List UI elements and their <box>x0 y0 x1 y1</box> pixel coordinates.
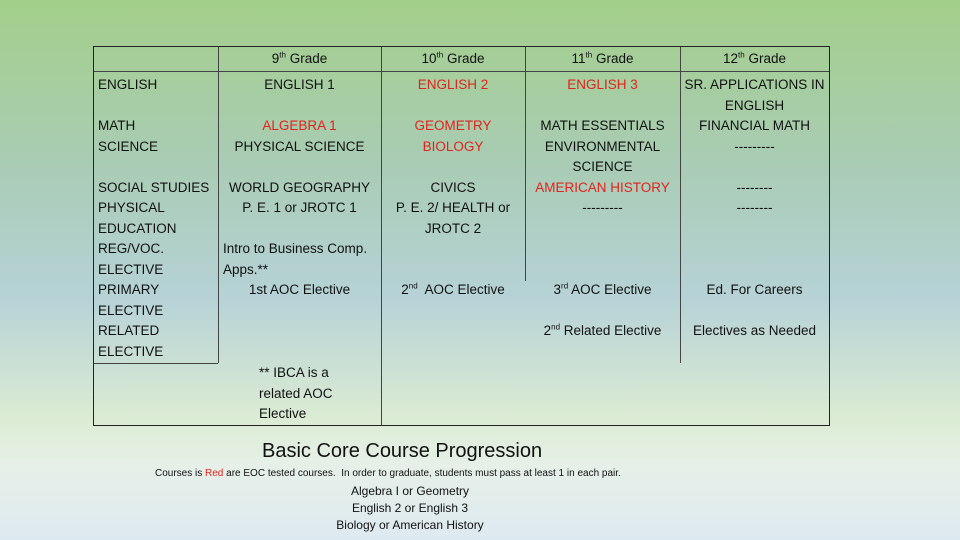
g9-aoc-elective: 1st AOC Elective <box>248 282 351 297</box>
header-10th-grade: 10th Grade <box>421 50 485 66</box>
g10-aoc-elective: 2nd AOC Elective <box>401 281 505 297</box>
course-table <box>93 46 830 426</box>
header-9th-grade: 9th Grade <box>271 50 328 66</box>
subject-primary-elective: ELECTIVE <box>98 303 164 318</box>
g11-science: ENVIRONMENTAL <box>544 139 661 154</box>
g12-social: -------- <box>736 180 773 195</box>
eoc-pairs-list <box>300 483 520 534</box>
g11-pe: --------- <box>582 200 623 215</box>
g12-science: --------- <box>734 139 775 154</box>
g9-ibca-note: ** IBCA is a <box>259 365 329 380</box>
g11-aoc-elective: 3rd AOC Elective <box>553 281 652 297</box>
g11-math: MATH ESSENTIALS <box>540 118 665 133</box>
subject-physical-education: EDUCATION <box>98 221 177 236</box>
subject-english: ENGLISH <box>98 77 158 92</box>
g12-math: FINANCIAL MATH <box>698 118 810 133</box>
header-11th-grade: 11th Grade <box>571 50 634 66</box>
subject-reg-voc-elective: REG/VOC. <box>98 241 165 256</box>
g9-intro-business: Intro to Business Comp. <box>223 241 368 256</box>
g10-english: ENGLISH 2 <box>417 77 489 92</box>
g10-math: GEOMETRY <box>414 118 492 133</box>
g12-english: ENGLISH <box>724 98 785 113</box>
g12-aoc-elective: Ed. For Careers <box>706 282 803 297</box>
subject-social-studies: SOCIAL STUDIES <box>98 180 210 195</box>
g9-ibca-note: related AOC <box>259 386 333 401</box>
page-title: Basic Core Course Progression <box>262 440 543 462</box>
subject-reg-voc-elective: ELECTIVE <box>98 262 164 277</box>
g9-intro-business: Apps.** <box>223 262 269 277</box>
g10-science: BIOLOGY <box>422 139 484 154</box>
g9-math: ALGEBRA 1 <box>262 118 337 133</box>
g9-english: ENGLISH 1 <box>264 77 335 92</box>
g10-pe: JROTC 2 <box>424 221 482 236</box>
g11-social: AMERICAN HISTORY <box>535 180 670 195</box>
subject-related-elective: ELECTIVE <box>98 344 164 359</box>
eoc-pair: Biology or American History <box>336 518 484 532</box>
g9-pe: P. E. 1 or JROTC 1 <box>242 200 357 215</box>
subject-physical-education: PHYSICAL <box>98 200 165 215</box>
g11-science: SCIENCE <box>572 159 633 174</box>
row-divider <box>94 363 218 364</box>
g9-social: WORLD GEOGRAPHY <box>228 180 371 195</box>
header-12th-grade: 12th Grade <box>723 50 786 66</box>
g9-ibca-note: Elective <box>259 406 307 421</box>
subject-science: SCIENCE <box>98 139 159 154</box>
g11-english: ENGLISH 3 <box>567 77 638 92</box>
g12-related-elective: Electives as Needed <box>692 323 817 338</box>
eoc-red-word: Red <box>205 468 224 479</box>
g12-pe: -------- <box>736 200 773 215</box>
row-divider <box>94 71 829 72</box>
eoc-pair: Algebra I or Geometry <box>350 484 470 498</box>
g10-pe: P. E. 2/ HEALTH or <box>395 200 511 215</box>
g10-social: CIVICS <box>430 180 476 195</box>
eoc-pair: English 2 or English 3 <box>351 501 469 515</box>
g12-english: SR. APPLICATIONS IN <box>684 77 825 92</box>
subject-related-elective: RELATED <box>98 323 160 338</box>
subject-primary-elective: PRIMARY <box>98 282 160 297</box>
g9-science: PHYSICAL SCIENCE <box>234 139 365 154</box>
eoc-note: Courses is Red are EOC tested courses. In order to graduate, students must pass at least 1 in each pair. <box>155 468 621 479</box>
g11-related-elective: 2nd Related Elective <box>543 322 662 338</box>
subject-math: MATH <box>98 118 136 133</box>
